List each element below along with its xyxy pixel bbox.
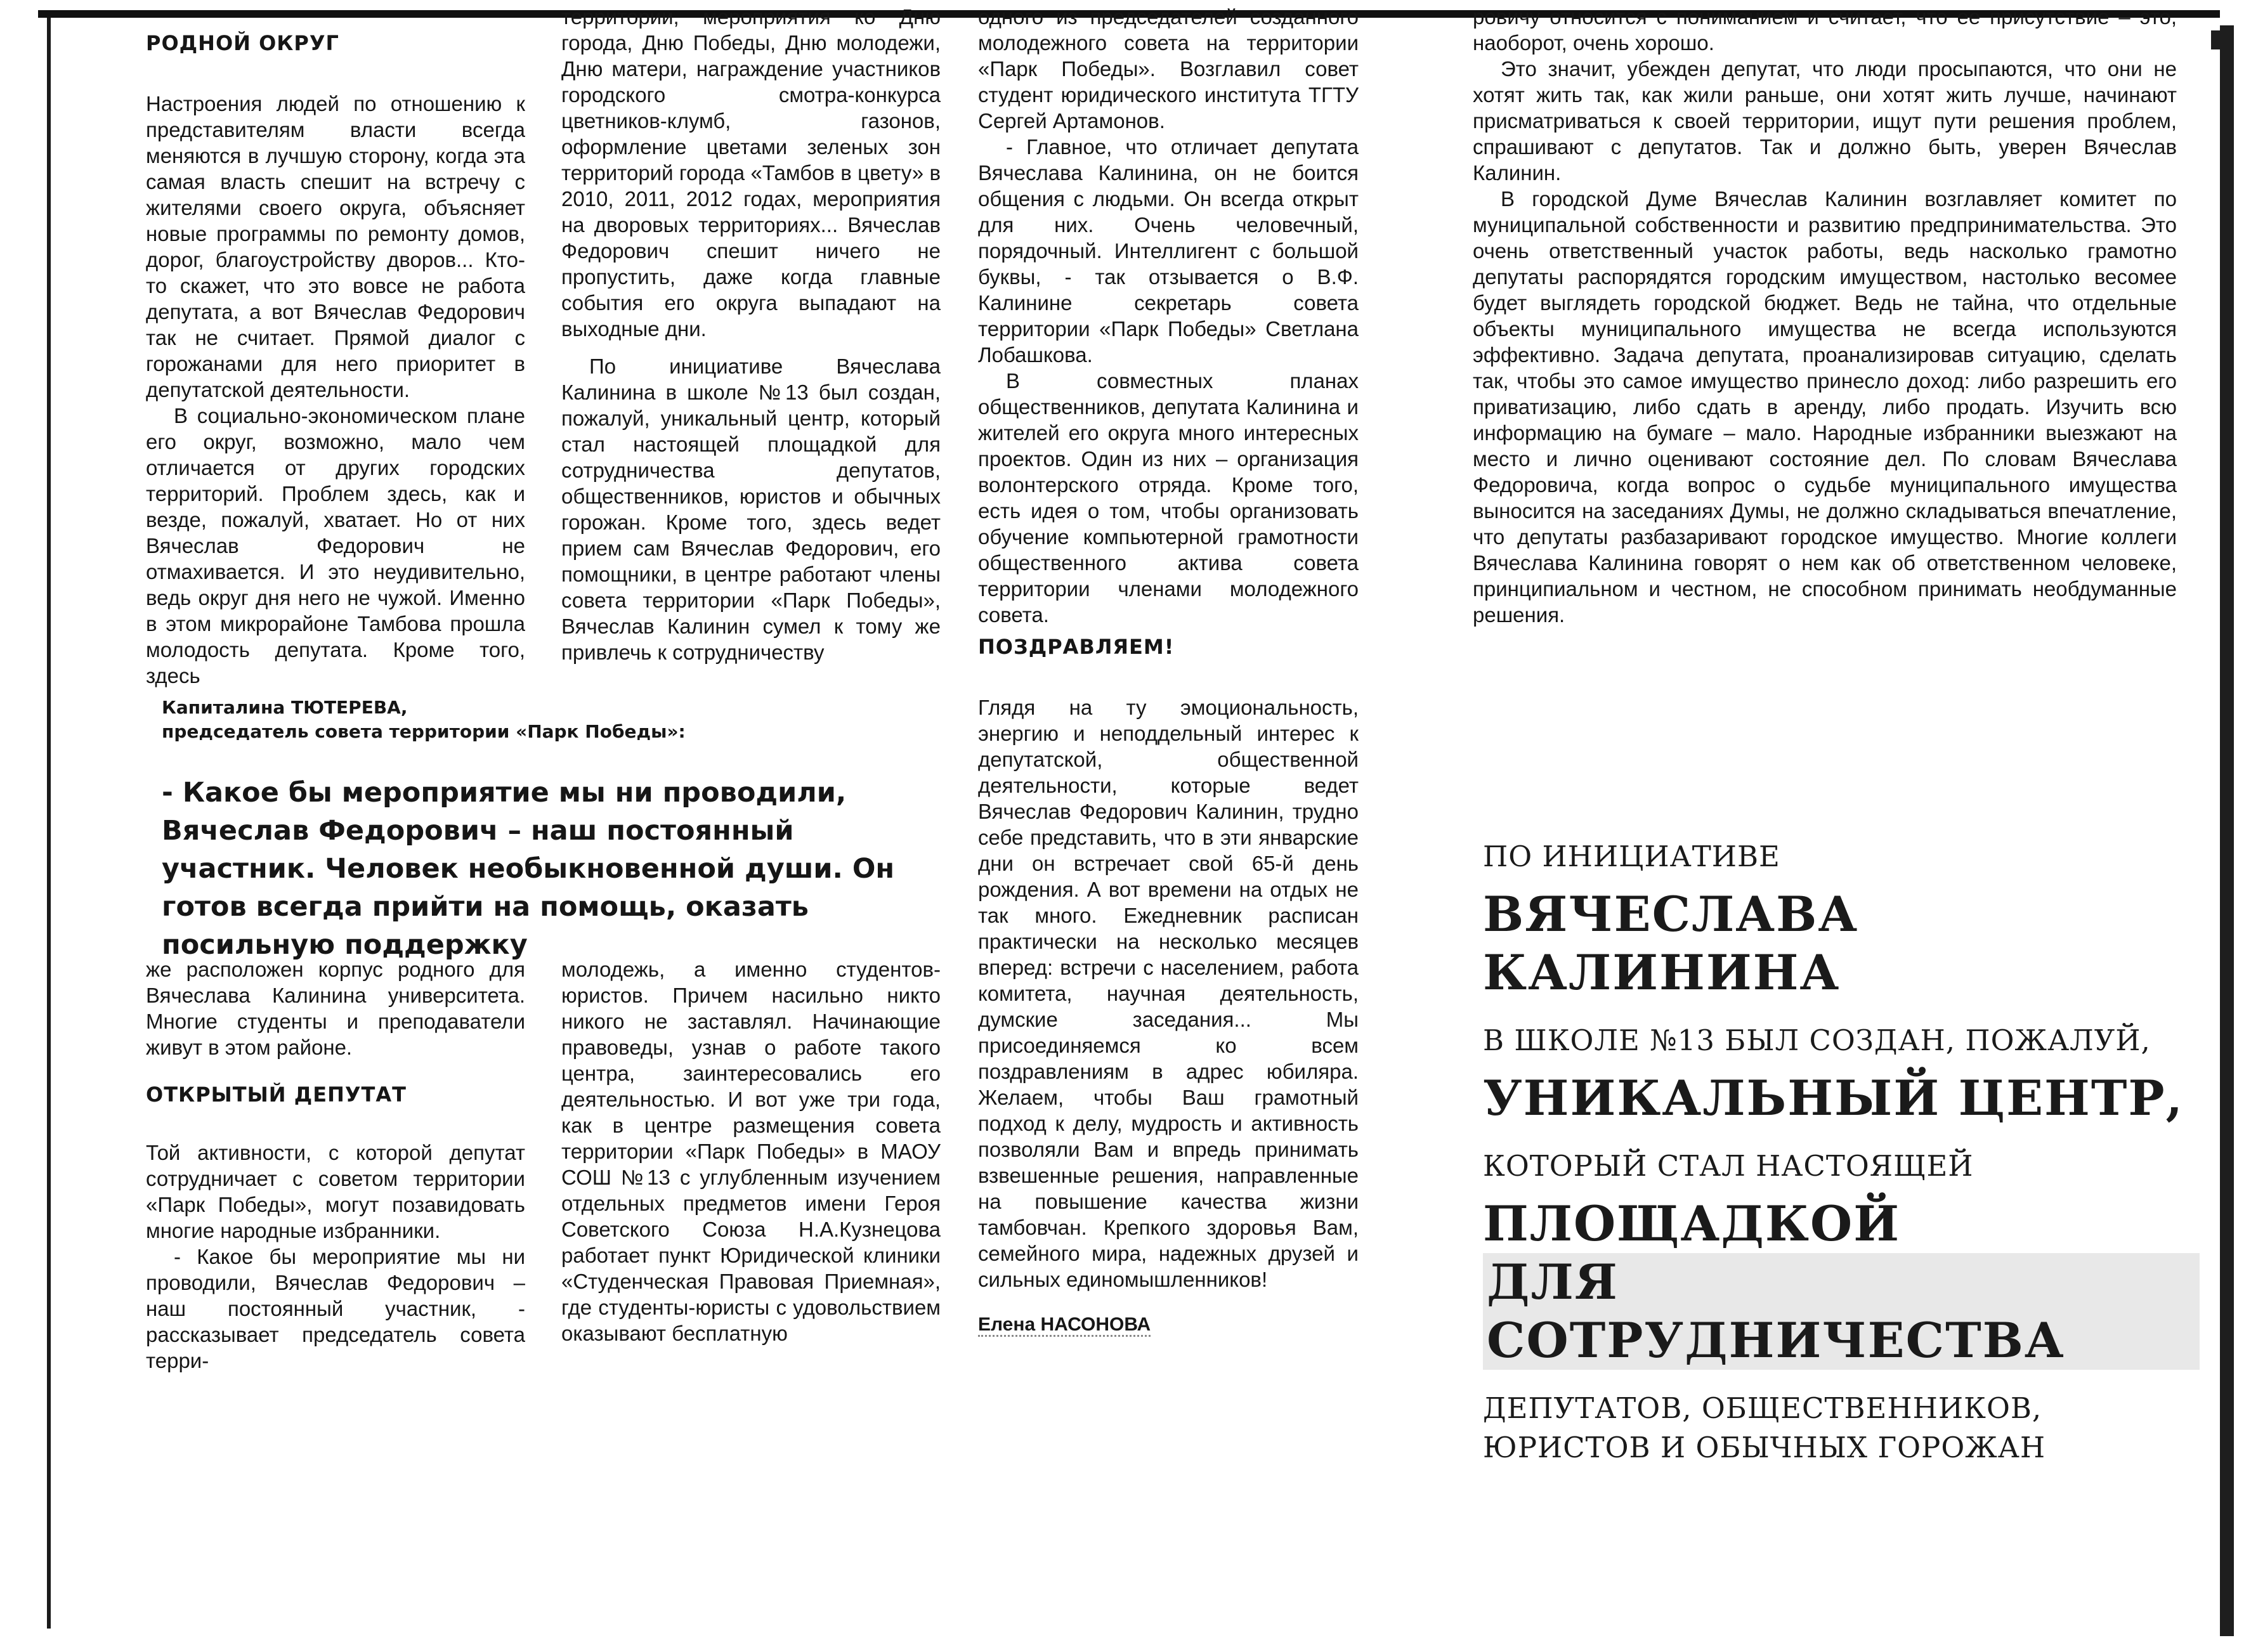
paragraph: одного из председателей созданного молодежного совета на территории «Парк Победы». Возглавил совет студент юридического института ТГТУ Сергей Артамонов. — [978, 5, 1359, 133]
paragraph: Той активности, с которой депутат сотрудничает с советом территории «Парк Победы», могут позавидовать многие народные избранники. — [146, 1141, 525, 1242]
column-3-bottom — [978, 634, 1359, 1337]
paragraph: ровичу относится с пониманием и считает, что ее присутствие – это, наоборот, очень хорошо. — [1473, 5, 2177, 55]
quote-author-role: председатель совета территории «Парк Победы»: — [162, 721, 686, 742]
promo-line: ДЛЯ СОТРУДНИЧЕСТВА — [1483, 1253, 2200, 1370]
paragraph: В социально-экономическом плане его округ, возможно, мало чем отличается от других городских территорий. Проблем здесь, как и везде, пожалуй, хватает. Но от них Вячеслав Федорович не отмахивается. И это неудивительно, ведь округ дня него не чужой. Именно в этом микрорайоне Тамбова прошла молодость депутата. Кроме того, здесь — [146, 404, 525, 687]
paragraph: По инициативе Вячеслава Калинина в школе №13 был создан, пожалуй, уникальный центр, который стал настоящей площадкой для сотрудничества депутатов, общественников, юристов и обычных горожан. Кроме того, здесь ведет прием сам Вячеслав Федорович, его помощники, в центре работают члены совета территории «Парк Победы», Вячеслав Калинин сумел к тому же привлечь к сотрудничеству — [561, 354, 941, 664]
promo-line: УНИКАЛЬНЫЙ ЦЕНТР, — [1483, 1070, 2184, 1126]
scan-edge-left — [47, 18, 51, 1629]
promo-line: В ШКОЛЕ №13 БЫЛ СОЗДАН, ПОЖАЛУЙ, — [1483, 1024, 2151, 1057]
paragraph: Глядя на ту эмоциональность, энергию и неподдельный интерес к депутатской, общественной деятельности, которые ведет Вячеслав Федорович Калинин, трудно себе представить, что в эти январские дни он встречает свой 65-й день рождения. А вот времени на отдых не так много. Ежедневник расписан практически на несколько месяцев вперед: встречи с населением, работа комитета, научная деятельность, думские заседания... Мы присоединяемся ко всем поздравлениям в адрес юбиляра. Желаем, чтобы Ваш грамотный подход к делу, мудрость и активность позволяли Вам и впредь принимать взвешенные решения, направленные на повышение качества жизни тамбовчан. Крепкого здоровья Вам, семейного мира, надежных друзей и сильных единомышленников! — [978, 696, 1359, 1291]
promo-line: ПО ИНИЦИАТИВЕ — [1483, 840, 1780, 873]
column-4 — [1473, 4, 2177, 628]
quote-author-name: Капиталина ТЮТЕРЕВА, — [162, 697, 408, 718]
column-1-top — [146, 30, 525, 689]
paragraph: В городской Думе Вячеслав Калинин возглавляет комитет по муниципальной собственности и развитию предпринимательства. Это очень ответственный участок работы, ведь насколько грамотно депутаты распорядятся городским имуществом, настолько весомее будет выглядеть городской бюджет. Ведь не тайна, что отдельные объекты муниципального имущества не всегда используются эффективно. Задача депутата, проанализировав ситуацию, сделать так, чтобы это самое имущество принесло доход: либо разрешить его приватизацию, либо сдать в аренду, либо продать. Изучить всю информацию на бумаге – мало. Народные избранники выезжают на место и лично оценивают состояние дел. По словам Вячеслава Федоровича, когда вопрос о судьбе муниципального имущества выносится на заседаниях Думы, не должно складываться впечатление, что депутаты разбазаривают городское имущество. Многие коллеги Вячеслава Калинина говорят о нем как об ответственном человеке, принципиальном и честном, не способном принимать необдуманные решения. — [1473, 187, 2177, 627]
scan-edge-right-tab — [2211, 30, 2234, 49]
paragraph: - Какое бы мероприятие мы ни проводили, Вячеслав Федорович – наш постоянный участник, - рассказывает председатель совета терри- — [146, 1245, 525, 1372]
paragraph: - Главное, что отличает депутата Вячеслава Калинина, он не боится общения с людьми. Он всегда открыт для них. Очень человечный, порядочный. Интеллигент с большой буквы, - так отзывается о В.Ф. Калинине секретарь совета территории «Парк Победы» Светлана Лобашкова. — [978, 135, 1359, 367]
section-heading-otkrytyy-deputat: ОТКРЫТЫЙ ДЕПУТАТ — [146, 1083, 407, 1107]
promo-line: КАЛИНИНА — [1483, 944, 1841, 1001]
column-2-top — [561, 4, 941, 665]
paragraph: Настроения людей по отношению к представителям власти всегда меняются в лучшую сторону, когда эта самая власть спешит на встречу с жителями своего округа, объясняет новые программы по ремонту домов, дорог, благоустройству дворов... Кто-то скажет, что это вовсе не работа депутата, а вот Вячеслав Федорович так не считает. Прямой диалог с горожанами для него приоритет в депутатской деятельности. — [146, 92, 525, 401]
pull-quote: - Какое бы мероприятие мы ни проводили, Вячеслав Федорович – наш постоянный участник. Человек необыкновенной души. Он готов всегда прийти на помощь, оказать посильную поддержку — [162, 777, 895, 961]
section-heading-pozdravlyaem: ПОЗДРАВЛЯЕМ! — [978, 635, 1175, 659]
author-name: Елена НАСОНОВА — [978, 1314, 1151, 1337]
section-heading-rodnoy-okrug: РОДНОЙ ОКРУГ — [146, 31, 339, 55]
paragraph: Это значит, убежден депутат, что люди просыпаются, что они не хотят жить так, как жили раньше, они хотят жить лучше, начинают присматриваться к своей территории, ищут пути решения проблем, спрашивают с депутатов. Так и должно быть, уверен Вячеслав Калинин. — [1473, 57, 2177, 185]
paragraph: же расположен корпус родного для Вячеслава Калинина университета. Многие студенты и преподаватели живут в этом районе. — [146, 958, 525, 1059]
promo-line: ЮРИСТОВ И ОБЫЧНЫХ ГОРОЖАН — [1483, 1431, 2046, 1464]
column-3-top — [978, 4, 1359, 628]
promo-line: КОТОРЫЙ СТАЛ НАСТОЯЩЕЙ — [1483, 1149, 1974, 1183]
promo-line: ДЕПУТАТОВ, ОБЩЕСТВЕННИКОВ, — [1483, 1391, 2042, 1425]
promo-line: ВЯЧЕСЛАВА — [1483, 886, 1859, 942]
paragraph: молодежь, а именно студентов-юристов. Причем насильно никто никого не заставлял. Начинающие правоведы, узнав о работе такого центра, заинтересовались его деятельностью. И вот уже три года, как в центре размещения совета территории «Парк Победы» в МАОУ СОШ №13 с углубленным изучением отдельных предметов имени Героя Советского Союза Н.А.Кузнецова работает пункт Юридической клиники «Студенческая Правовая Приемная», где студенты-юристы с удовольствием оказывают бесплатную — [561, 958, 941, 1345]
scan-edge-right — [2220, 25, 2234, 1636]
column-1-bottom — [146, 956, 525, 1374]
promo-line: ПЛОЩАДКОЙ — [1483, 1195, 1901, 1252]
promo-callout — [1483, 837, 2200, 1467]
paragraph: территории, мероприятия ко Дню города, Дню Победы, Дню молодежи, Дню матери, награждение участников городского смотра-конкурса цветников-клумб, газонов, оформление цветами зеленых зон территорий города «Тамбов в цвету» в 2010, 2011, 2012 годах, мероприятия на дворовых территориях... Вячеслав Федорович спешит ничего не пропустить, даже когда главные события его округа выпадают на выходные дни. — [561, 5, 941, 341]
article-author — [978, 1311, 1359, 1337]
column-2-bottom — [561, 956, 941, 1346]
quote-attribution — [162, 696, 733, 744]
paragraph: В совместных планах общественников, депутата Калинина и жителей его округа много интересных проектов. Один из них – организация волонтерского отряда. Кроме того, есть идея о том, чтобы организовать обучение компьютерной грамотности общественного актива совета территории членами молодежного совета. — [978, 369, 1359, 627]
